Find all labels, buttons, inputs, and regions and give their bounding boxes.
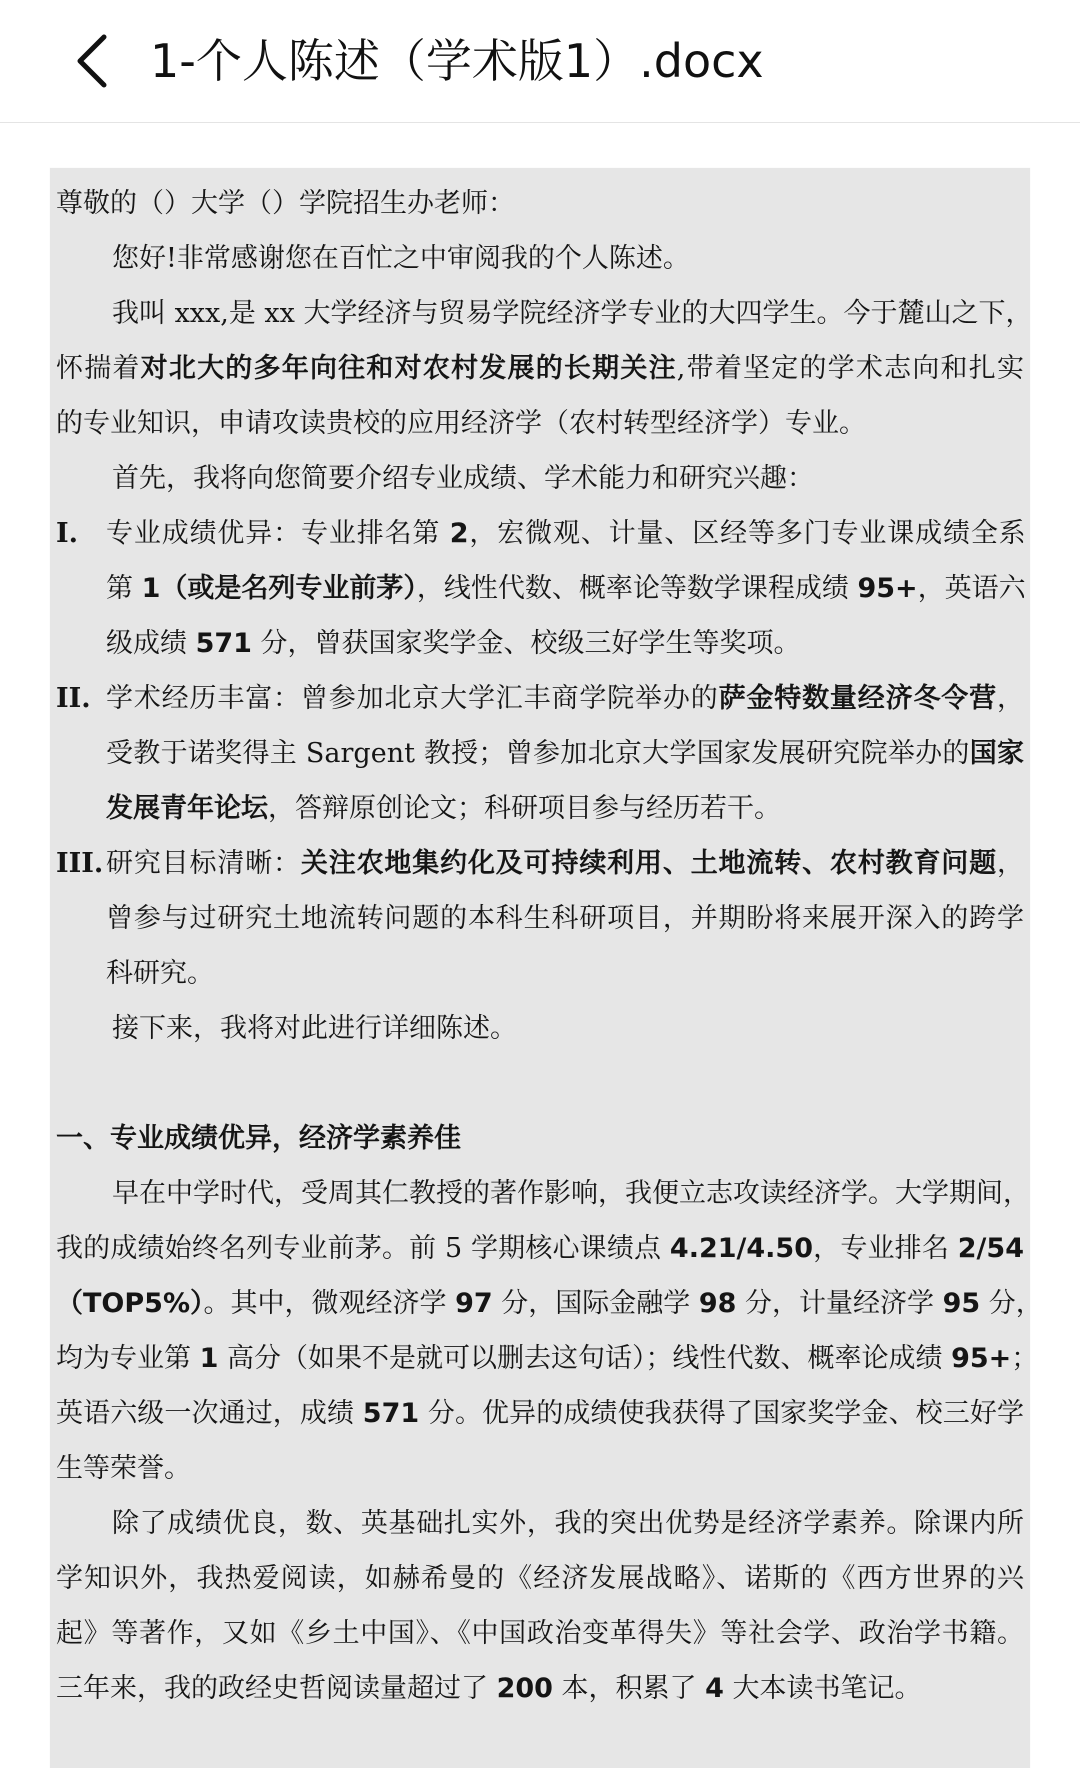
document-title: 1-个人陈述（学术版1）.docx xyxy=(150,34,764,88)
list-marker: I. xyxy=(56,518,79,549)
list-item xyxy=(56,671,1024,836)
section-paragraph xyxy=(56,1166,1043,1496)
salutation: 尊敬的（）大学（）学院招生办老师： xyxy=(56,188,515,219)
paragraph-line: （TOP5%）。其中，微观经济学 97 分，国际金融学 98 分，计量经济学 95 分， xyxy=(56,1288,1043,1319)
overview-line: 首先，我将向您简要介绍专业成绩、学术能力和研究兴趣： xyxy=(112,463,814,494)
transition-line: 接下来，我将对此进行详细陈述。 xyxy=(112,1013,517,1044)
document-body xyxy=(56,176,1043,1716)
list-line: 专业成绩优异：专业排名第 2，宏微观、计量、区经等多门专业课成绩全系 xyxy=(106,518,1026,549)
list-line: 曾参与过研究土地流转问题的本科生科研项目，并期盼将来展开深入的跨学 xyxy=(106,903,1024,934)
paragraph-line: 早在中学时代，受周其仁教授的著作影响，我便立志攻读经济学。大学期间， xyxy=(112,1178,1030,1209)
paragraph-line: 起》等著作，又如《乡土中国》、《中国政治变革得失》等社会学、政治学书籍。 xyxy=(56,1618,1024,1649)
paragraph-line: 我叫 xxx,是 xx 大学经济与贸易学院经济学专业的大四学生。今于麓山之下， xyxy=(112,298,1033,329)
list-line: 级成绩 571 分，曾获国家奖学金、校级三好学生等奖项。 xyxy=(106,628,801,659)
list-item xyxy=(56,506,1024,671)
list-line: 学术经历丰富：曾参加北京大学汇丰商学院举办的萨金特数量经济冬令营， xyxy=(106,683,1024,714)
app-header xyxy=(0,0,1080,123)
list-line: 研究目标清晰：关注农地集约化及可持续利用、土地流转、农村教育问题， xyxy=(106,848,1024,879)
document-viewer[interactable] xyxy=(0,123,1080,1751)
paragraph-line: 除了成绩优良，数、英基础扎实外，我的突出优势是经济学素养。除课内所 xyxy=(112,1508,1024,1539)
back-button[interactable] xyxy=(62,28,122,94)
chevron-left-icon xyxy=(72,31,112,91)
paragraph-line: 学知识外，我热爱阅读，如赫希曼的《经济发展战略》、诺斯的《西方世界的兴 xyxy=(56,1563,1024,1594)
document-page xyxy=(50,168,1043,1768)
section-paragraph xyxy=(56,1496,1024,1716)
paragraph-line: 我的成绩始终名列专业前茅。前 5 学期核心课绩点 4.21/4.50，专业排名 2/54 xyxy=(56,1233,1024,1264)
list-line: 发展青年论坛，答辩原创论文；科研项目参与经历若干。 xyxy=(106,793,781,824)
list-line: 科研究。 xyxy=(106,958,214,989)
paragraph-line: 三年来，我的政经史哲阅读量超过了 200 本，积累了 4 大本读书笔记。 xyxy=(56,1673,922,1704)
paragraph-line: 生等荣誉。 xyxy=(56,1453,191,1484)
paragraph-line: 英语六级一次通过，成绩 571 分。优异的成绩使我获得了国家奖学金、校三好学 xyxy=(56,1398,1024,1429)
intro-paragraph xyxy=(56,286,1033,451)
list-marker: II. xyxy=(56,683,91,714)
list-line: 受教于诺奖得主 Sargent 教授；曾参加北京大学国家发展研究院举办的国家 xyxy=(106,738,1024,769)
paragraph-line: 的专业知识，申请攻读贵校的应用经济学（农村转型经济学）专业。 xyxy=(56,408,866,439)
paragraph-line: 均为专业第 1 高分（如果不是就可以删去这句话）；线性代数、概率论成绩 95+； xyxy=(56,1343,1039,1374)
greeting: 您好!非常感谢您在百忙之中审阅我的个人陈述。 xyxy=(112,243,690,274)
section-heading: 一、专业成绩优异，经济学素养佳 xyxy=(56,1123,461,1154)
list-line: 第 1（或是名列专业前茅），线性代数、概率论等数学课程成绩 95+，英语六 xyxy=(106,573,1026,604)
list-marker: III. xyxy=(56,848,104,879)
paragraph-line: 怀揣着对北大的多年向往和对农村发展的长期关注,带着坚定的学术志向和扎实 xyxy=(56,353,1024,384)
list-item xyxy=(56,836,1024,1001)
